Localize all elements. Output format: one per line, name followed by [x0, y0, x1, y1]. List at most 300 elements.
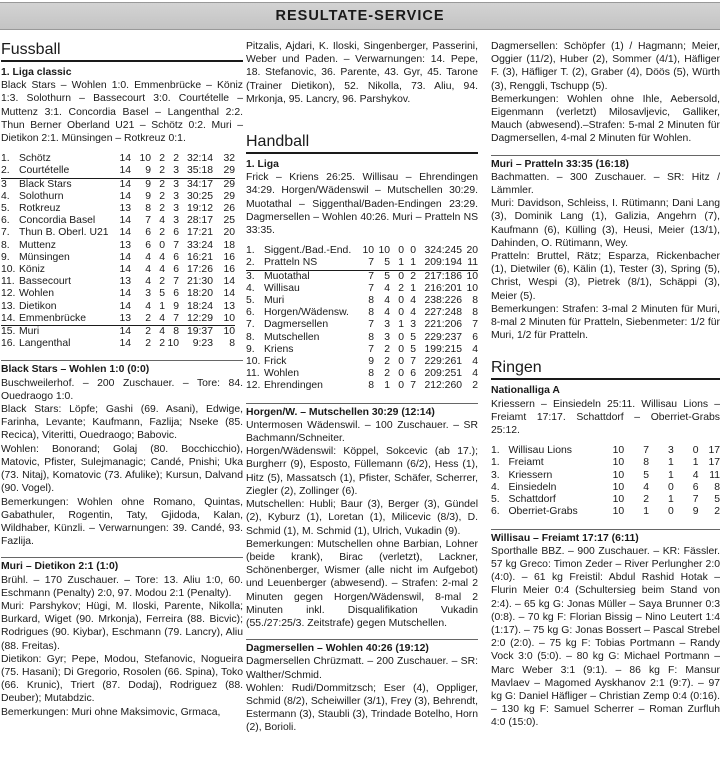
standings-cell: 10	[612, 506, 625, 518]
standings-cell: 2	[398, 282, 404, 294]
standings-cell: 4	[159, 215, 165, 227]
standings-row	[491, 494, 720, 506]
standings-cell: 5	[714, 494, 720, 506]
team-name: Solothurn	[19, 190, 64, 202]
standings-cell: 33:24	[186, 239, 213, 251]
standings-cell: 10	[612, 469, 625, 481]
report-paragraph: Dietikon: Gyr; Pepe, Modou, Stefanovic, Nogueira (75. Hasani); Di Gregorio, Rosolen (66. Spina), Toko (66. Krunic), Triert (87. Dodaj), Rodriguez (88. Deuber); Mutabdzic.	[1, 653, 243, 705]
match-report	[491, 545, 720, 730]
standings-row	[246, 319, 478, 331]
standings-cell: 8.	[1, 239, 10, 251]
standings-cell: 10	[612, 457, 625, 469]
standings-cell: 5	[410, 343, 416, 355]
standings-cell: 4.	[246, 282, 255, 294]
standings-cell: 4	[145, 276, 151, 288]
report-paragraph: Muri: Davidson, Schleiss, I. Rütimann; Dani Lang (3), Dominik Lang (1), Galizia, Angehrn (7), Kaufmann (6), Külling (3), Heusi, Meier (13/1), Dahinden, O. Rütimann, Wey.	[491, 198, 720, 249]
standings-cell: 8	[472, 307, 478, 319]
standings-cell: 209:251	[424, 368, 462, 380]
report-paragraph: Pitzalis, Ajdari, K. Iloski, Singenberger, Passerini, Weber und Paden. – Verwarnungen: 14. Pepe, 18. Stefanovic, 36. Parente, 43. Gyr, 45. Tarone (Trainer Dietikon), 52. Nikolla, 73. Aliu, 94. Mrkonja, 95. Lancry, 96. Parshykov.	[246, 41, 478, 105]
standings-row	[1, 153, 235, 165]
column-1	[1, 40, 243, 719]
standings-cell: 28:17	[186, 215, 213, 227]
standings-row	[246, 356, 478, 368]
results-text: Black Stars – Wohlen 1:0. Emmenbrücke – Köniz 1:3. Solothurn – Bassecourt 3:0. Courtételle – Muttenz 3:1. Concordia Basel – Langenthal 2:2. Thun Berner Oberland U21 – Schötz 0:2. Muri – Dietikon 2:1. Münsingen – Rotkreuz 0:1.	[1, 80, 243, 145]
standings-cell: 1	[390, 257, 404, 270]
report-paragraph: Bemerkungen: Wohlen ohne Ihle, Aebersold, Eigenmann (verletzt) Milosavljevic, Galliker, Mauch (abwesend).–Strafen: 5-mal 2 Minuten für Dagmersellen, 4-mal 2 Minuten für Wohlen.	[491, 93, 720, 145]
standings-cell: 7	[173, 276, 179, 288]
report-paragraph: Dagmersellen: Schöpfer (1) / Hagmann; Meier, Oggier (11/2), Huber (2), Sommer (4/1), Häfliger F. (3), Häfliger T. (2), Graber (4), Döös (5), Würth (3), Renggli, Tschupp (5).	[491, 41, 720, 92]
section-title-ringen: Ringen	[491, 358, 720, 380]
standings-cell: 29	[223, 190, 235, 202]
team-name: Wohlen	[264, 368, 300, 380]
standings-cell: 4	[159, 264, 165, 276]
report-paragraph: Pratteln: Bruttel, Rätz; Esparza, Rickenbacher (1), Dietwiler (6), Kälin (1), Tester (3), Spring (5), Christ, Wespi (3), Pietrek (8/1), Schäppi (3), Meier (5).	[491, 251, 720, 302]
standings-cell: 2	[410, 270, 416, 282]
standings-cell: 14	[119, 300, 131, 312]
team-name: Münsingen	[19, 251, 70, 263]
match-title: Muri – Pratteln 33:35 (16:18)	[491, 155, 720, 171]
standings-cell: 4	[472, 368, 478, 380]
standings-cell: 6	[692, 481, 699, 493]
standings-cell: 26	[223, 203, 235, 215]
standings-cell: 3	[410, 319, 416, 331]
report-paragraph: Bachmatten. – 300 Zuschauer. – SR: Hitz / Lämmler.	[491, 171, 720, 197]
standings-cell: 8	[368, 307, 374, 319]
standings-cell: 0	[398, 245, 404, 257]
standings-row	[1, 288, 235, 300]
standings-cell: 1	[159, 300, 165, 312]
standings-cell: 8	[229, 338, 235, 350]
report-paragraph: Sporthalle BBZ. – 900 Zuschauer. – KR: Fässler. 57 kg Greco: Timon Zeder – River Perlungher 2:0 (4:0). – 61 kg Freistil: Abdul Rashid Hotak – Flurin Meier 0:4 (Schultersieg beim Stand von 2:4). – 65 kg G: Jonas Müller – Saya Brunner 0:3 (0:8). – 70 kg F: Florian Bissig – Nino Leutert 1:4 (1:17). – 75 kg G: Jonas Bossert – Pascal Strebel 2:0 (2:0). – 75 kg F: Tobias Portmann – Randy Vock 3:0 (5:0). – 80 kg G: Michael Portmann – Marc Weber 3:1 (9:1). – 86 kg F: Mansur Mavlaev – Magomed Ayskhanov 2:1 (9:7). – 97 kg G: Daniel Häfliger – Christian Zemp 0:4 (0:16). – 130 kg F: Samuel Scherrer – Roman Zurfluh 4:0 (15:0).	[491, 545, 720, 729]
match-report	[491, 171, 720, 343]
standings-cell: 20	[466, 245, 478, 257]
standings-cell: 7	[368, 282, 374, 294]
standings-row	[246, 307, 478, 319]
standings-cell: 35:18	[179, 165, 213, 178]
standings-row	[246, 380, 478, 392]
standings-row	[246, 245, 478, 257]
standings-cell: 2	[714, 506, 720, 518]
team-name: Kriens	[264, 343, 294, 355]
standings-cell: 2	[384, 368, 390, 380]
standings-cell: 7	[165, 313, 179, 326]
standings-cell: 10	[213, 313, 235, 326]
team-name: Freiamt	[508, 457, 544, 469]
standings-cell: 32:14	[186, 153, 213, 165]
standings-cell: 7	[643, 445, 649, 457]
standings-row	[491, 482, 720, 494]
standings-cell: 11.	[1, 276, 15, 288]
standings-cell: 1	[384, 380, 390, 392]
standings-cell: 3.	[491, 469, 500, 481]
team-name: Einsiedeln	[508, 481, 557, 493]
standings-cell: 2	[159, 227, 165, 239]
standings-cell: 2	[159, 203, 165, 215]
report-paragraph: Bemerkungen: Wohlen ohne Romano, Quintas, Gabathuler, Rogentin, Taty, Gjidoda, Kalan, Wildhaber, Künzli. – Verwarnungen: 39. Candé, 93. Fazlija.	[1, 496, 243, 548]
standings-cell: 1.	[491, 457, 500, 469]
standings-cell: 7	[145, 215, 151, 227]
standings-cell: 14	[223, 288, 235, 300]
standings-cell: 8	[145, 203, 151, 215]
standings-cell: 14	[119, 178, 131, 190]
standings-cell: 227:248	[424, 307, 462, 319]
column-2	[246, 40, 478, 735]
standings-cell: 6	[173, 251, 179, 263]
standings-cell: 7	[692, 494, 699, 506]
standings-cell: 4	[159, 326, 165, 338]
standings-row	[1, 191, 235, 203]
standings-cell: 2	[145, 338, 151, 350]
standings-row	[1, 227, 235, 239]
match-title: Willisau – Freiamt 17:17 (6:11)	[491, 529, 720, 545]
standings-cell: 14	[119, 326, 131, 338]
team-name: Emmenbrücke	[19, 313, 115, 326]
standings-cell: 0	[398, 343, 404, 355]
standings-cell: 229:237	[424, 331, 462, 343]
team-name: Schötz	[19, 153, 51, 165]
standings-cell: 2	[643, 494, 649, 506]
standings-cell: 30:25	[186, 190, 213, 202]
standings-cell: 2	[131, 313, 151, 326]
team-name: Black Stars	[19, 178, 72, 190]
standings-cell: 3	[173, 178, 179, 190]
team-name: Köniz	[19, 264, 45, 276]
standings-cell: 2	[384, 343, 390, 355]
report-paragraph: Bemerkungen: Muri ohne Maksimovic, Grmaca,	[1, 706, 221, 718]
standings-row	[491, 506, 720, 518]
standings-cell: 2	[145, 326, 151, 338]
standings-cell: 5	[159, 288, 165, 300]
team-name: Oberriet-Grabs	[508, 506, 578, 518]
standings-cell: 2	[159, 178, 165, 190]
standings-cell: 12.	[246, 380, 261, 392]
standings-cell: 4	[643, 481, 649, 493]
standings-table	[246, 245, 478, 392]
standings-cell: 20	[223, 227, 235, 239]
standings-cell: 19:12	[186, 203, 213, 215]
report-paragraph: Horgen/Wädenswil: Köppel, Sokcevic (ab 17.); Burgherr (9), Esposto, Füllemann (6/2), Hess (1), Hitz (5), Massatsch (1), Pfister, Schäfer, Scherrer, Ziegler (2), Zollinger (6).	[246, 446, 478, 497]
standings-cell: 7	[472, 319, 478, 331]
standings-cell: 1.	[246, 245, 255, 257]
standings-cell: 13	[115, 313, 131, 326]
standings-cell: 8	[472, 295, 478, 307]
standings-cell: 9.	[1, 251, 10, 263]
standings-cell: 15.	[1, 326, 16, 338]
standings-cell: 14.	[1, 313, 19, 326]
standings-cell: 7.	[1, 227, 10, 239]
standings-cell: 4	[384, 295, 390, 307]
standings-cell: 16:21	[186, 251, 213, 263]
standings-cell: 5.	[1, 203, 10, 215]
standings-cell: 6	[472, 331, 478, 343]
standings-cell: 4	[145, 300, 151, 312]
standings-cell: 5	[374, 257, 390, 270]
standings-row	[1, 203, 235, 215]
standings-cell: 0	[398, 295, 404, 307]
standings-cell: 2	[151, 165, 165, 178]
standings-cell: 1	[404, 257, 416, 270]
standings-row	[1, 215, 235, 227]
team-name: Muotathal	[264, 270, 310, 282]
standings-row	[246, 368, 478, 380]
standings-cell: 209:194	[416, 257, 462, 270]
standings-cell: 7	[410, 356, 416, 368]
standings-cell: 2	[384, 356, 390, 368]
standings-cell: 4	[692, 469, 699, 481]
standings-cell: 1.	[1, 153, 10, 165]
section-title-handball: Handball	[246, 132, 478, 154]
standings-cell: 5.	[491, 494, 500, 506]
standings-row	[246, 295, 478, 307]
standings-row	[246, 344, 478, 356]
standings-cell: 16	[223, 251, 235, 263]
standings-row	[1, 264, 235, 276]
standings-cell: 17:21	[186, 227, 213, 239]
standings-cell: 4	[472, 343, 478, 355]
standings-cell: 3	[173, 215, 179, 227]
standings-row	[246, 283, 478, 295]
standings-cell: 9	[368, 356, 374, 368]
standings-cell: 8	[368, 380, 374, 392]
standings-cell: 6.	[246, 307, 255, 319]
league-title: 1. Liga	[246, 159, 279, 171]
standings-cell: 7	[368, 270, 374, 282]
standings-cell: 0	[159, 239, 165, 251]
standings-cell: 18:24	[186, 300, 213, 312]
standings-cell: 1	[643, 506, 649, 518]
standings-cell: 18	[223, 239, 235, 251]
standings-cell: 1	[398, 319, 404, 331]
report-paragraph: Brühl. – 170 Zuschauer. – Tore: 13. Aliu 1:0, 60. Eschmann (Penalty) 2:0, 97. Modou 2:1 (Penalty).	[1, 574, 243, 599]
standings-cell: 14	[119, 251, 131, 263]
standings-cell: 2.	[1, 165, 19, 178]
standings-cell: 229:261	[424, 356, 462, 368]
standings-row	[1, 240, 235, 252]
team-name: Rotkreuz	[19, 203, 61, 215]
standings-row	[491, 445, 720, 457]
team-name: Concordia Basel	[19, 215, 96, 227]
standings-cell: 14	[115, 165, 131, 178]
standings-cell: 7	[173, 239, 179, 251]
standings-cell: 0	[398, 356, 404, 368]
standings-cell: 12:29	[179, 313, 213, 326]
team-name: Pratteln NS	[264, 257, 358, 270]
standings-cell: 9	[173, 300, 179, 312]
match-report	[1, 574, 243, 719]
standings-cell: 324:245	[424, 245, 462, 257]
standings-cell: 10	[612, 445, 625, 457]
standings-cell: 6	[145, 227, 151, 239]
standings-cell: 2	[159, 153, 165, 165]
standings-cell: 3.	[246, 270, 255, 282]
standings-cell: 4	[159, 251, 165, 263]
standings-cell: 4	[410, 295, 416, 307]
match-title: Muri – Dietikon 2:1 (1:0)	[1, 557, 243, 573]
standings-cell: 6	[173, 288, 179, 300]
standings-cell: 3	[667, 445, 674, 457]
team-name: Langenthal	[19, 338, 71, 350]
standings-cell: 1	[667, 457, 674, 469]
standings-cell: 0	[398, 331, 404, 343]
standings-cell: 6	[173, 227, 179, 239]
standings-cell: 14	[119, 215, 131, 227]
team-name: Bassecourt	[19, 276, 71, 288]
report-paragraph: Wohlen: Bonorand; Golaj (80. Bocchicchio), Matovic, Pfister, Sulejmanagic; Candé, Pnishi; Uka (73. Nitaj), Komatovic (73. Afulike); Kursun, Dalvand (90. Vogel).	[1, 443, 243, 495]
standings-cell: 8	[368, 368, 374, 380]
standings-row	[1, 252, 235, 264]
report-paragraph: Untermosen Wädenswil. – 100 Zuschauer. – SR Bachmann/Schneiter.	[246, 419, 478, 445]
standings-cell: 8	[643, 457, 649, 469]
standings-cell: 7	[368, 319, 374, 331]
standings-cell: 13	[119, 239, 131, 251]
standings-cell: 4	[410, 307, 416, 319]
standings-cell: 16.	[1, 338, 16, 350]
standings-cell: 8	[173, 326, 179, 338]
standings-cell: 34:17	[186, 178, 213, 190]
standings-cell: 21:30	[186, 276, 213, 288]
standings-cell: 1	[667, 469, 674, 481]
standings-cell: 1	[667, 494, 674, 506]
match-report	[246, 419, 478, 630]
standings-cell: 0	[398, 380, 404, 392]
report-paragraph: Mutschellen: Hubli; Baur (3), Berger (3), Gündel (2), Kyburz (1), Loretan (1), Milicevic (8/3), D. Schmid (1), M. Schmid (1), Ulrich, Vukadin (9).	[246, 499, 478, 537]
standings-cell: 14	[119, 264, 131, 276]
standings-cell: 17	[708, 457, 720, 469]
standings-cell: 8	[368, 331, 374, 343]
standings-cell: 5.	[246, 295, 255, 307]
standings-cell: 14	[119, 190, 131, 202]
results-text: Kriessern – Einsiedeln 25:11. Willisau Lions – Freiamt 17:17. Schattdorf – Oberriet-Grabs 25:12.	[491, 398, 720, 437]
team-name: Courtételle	[19, 165, 115, 178]
standings-cell: 1.	[491, 445, 500, 457]
standings-cell: 7	[410, 380, 416, 392]
standings-cell: 4.	[491, 481, 500, 493]
standings-cell: 3	[145, 288, 151, 300]
standings-cell: 7	[358, 257, 374, 270]
standings-cell: 238:226	[424, 295, 462, 307]
team-name: Dietikon	[19, 300, 57, 312]
standings-row	[1, 301, 235, 313]
standings-cell: 2	[159, 338, 165, 350]
report-paragraph: Bemerkungen: Mutschellen ohne Barbian, Lohner (beide krank), Birac (verletzt), Lackner, Schönenberger, Wismer (alle nicht im Aufgebot) und Leuenberger (abwesend). – Strafen: 2-mal 2 Minuten gegen Horgen/Wädenswil, 8-mal 2 Minuten inkl. Disqualifikation Vukadin (55./27:25/3. Zeitstrafe) gegen Mutschellen.	[246, 538, 478, 629]
standings-cell: 221:206	[424, 319, 462, 331]
standings-cell: 1	[410, 282, 416, 294]
team-name: Kriessern	[508, 469, 553, 481]
standings-row	[1, 313, 235, 326]
league-title: Nationalliga A	[491, 385, 560, 397]
standings-cell: 5	[410, 331, 416, 343]
standings-row	[491, 470, 720, 482]
standings-cell: 4	[145, 264, 151, 276]
standings-cell: 0	[398, 368, 404, 380]
standings-table	[491, 445, 720, 518]
standings-cell: 9	[145, 190, 151, 202]
standings-cell: 25	[223, 215, 235, 227]
standings-cell: 14	[119, 227, 131, 239]
standings-cell: 9	[145, 178, 151, 190]
team-name: Wohlen	[19, 288, 55, 300]
standings-cell: 2	[159, 276, 165, 288]
standings-cell: 0	[410, 245, 416, 257]
standings-row	[246, 332, 478, 344]
report-paragraph: Bemerkungen: Strafen: 3-mal 2 Minuten für Muri, 8-mal 2 Minuten für Pratteln, Siebenmeter: 1/2 für Muri, 1/2 für Pratteln.	[491, 303, 720, 342]
standings-cell: 14	[119, 338, 131, 350]
standings-cell: 13	[119, 276, 131, 288]
standings-cell: 3	[1, 178, 7, 190]
match-title: Black Stars – Wohlen 1:0 (0:0)	[1, 360, 243, 376]
standings-cell: 2	[173, 153, 179, 165]
standings-cell: 14	[119, 288, 131, 300]
standings-cell: 6.	[1, 215, 10, 227]
standings-cell: 4.	[1, 190, 10, 202]
match-report	[246, 655, 478, 734]
standings-cell: 10	[167, 338, 179, 350]
standings-cell: 3	[165, 165, 179, 178]
match-title: Dagmersellen – Wohlen 40:26 (19:12)	[246, 639, 478, 655]
standings-row	[1, 178, 235, 191]
team-name: Mutschellen	[264, 331, 320, 343]
standings-cell: 13	[119, 203, 131, 215]
standings-row	[1, 338, 235, 350]
team-name: Dagmersellen	[264, 319, 329, 331]
standings-cell: 5	[643, 469, 649, 481]
standings-cell: 216:201	[424, 282, 462, 294]
standings-cell: 199:215	[424, 343, 462, 355]
standings-cell: 0	[667, 506, 674, 518]
standings-cell: 10	[139, 153, 151, 165]
results-text: Frick – Kriens 26:25. Willisau – Ehrendingen 34:29. Horgen/Wädenswil – Mutschellen 30:29. Muotathal – Siggenthal/Baden-Endingen 23:29. Dagmersellen – Wohlen 40:26. Muri – Pratteln NS 33:35.	[246, 172, 478, 237]
team-name: Willisau	[264, 282, 300, 294]
standings-cell: 11.	[246, 368, 260, 380]
report-paragraph: Muri: Parshykov; Hügi, M. Iloski, Parente, Nikolla; Burkard, Wiget (90. Mrkonja), Ferreira (88. Bicvic); Rodrigues (90. Kiybar), Eschmann (79. Lancry), Aliu (88. Freitas).	[1, 600, 243, 652]
standings-cell: 3	[173, 203, 179, 215]
standings-row	[246, 257, 478, 270]
standings-cell: 6	[145, 239, 151, 251]
standings-cell: 3	[384, 319, 390, 331]
standings-cell: 2	[159, 190, 165, 202]
standings-cell: 3	[384, 331, 390, 343]
section-title-fussball: Fussball	[1, 40, 243, 62]
standings-cell: 4	[151, 313, 165, 326]
standings-cell: 4	[145, 251, 151, 263]
standings-cell: 9:23	[192, 338, 213, 350]
standings-cell: 10	[378, 245, 390, 257]
standings-cell: 3	[173, 190, 179, 202]
standings-cell: 4	[472, 356, 478, 368]
standings-cell: 13.	[1, 300, 16, 312]
league-title: 1. Liga classic	[1, 67, 72, 78]
standings-cell: 2	[472, 380, 478, 392]
standings-cell: 4	[384, 282, 390, 294]
match-title: Horgen/W. – Mutschellen 30:29 (12:14)	[246, 403, 478, 419]
standings-cell: 14	[119, 153, 131, 165]
standings-cell: 19:37	[186, 326, 213, 338]
standings-cell: 0	[667, 481, 674, 493]
standings-cell: 6.	[491, 506, 500, 518]
report-paragraph: Wohlen: Rudi/Dommitzsch; Eser (4), Oppliger, Schmid (8/2), Scheiwiller (3/1), Frey (3), Behrendt, Estermann (3), Staubli (3), Trindade Botelho, Horn (2), Borioli.	[246, 682, 478, 734]
standings-row	[491, 457, 720, 469]
standings-cell: 6	[173, 264, 179, 276]
standings-cell: 0	[692, 445, 699, 457]
team-name: Siggent./Bad.-End.	[264, 245, 352, 257]
standings-cell: 6	[410, 368, 416, 380]
team-name: Muttenz	[19, 239, 56, 251]
standings-cell: 14	[223, 276, 235, 288]
team-name: Frick	[264, 356, 287, 368]
standings-cell: 212:260	[424, 380, 462, 392]
standings-row	[1, 165, 235, 178]
report-paragraph: Dagmersellen Chrüzmatt. – 200 Zuschauer. – SR: Walther/Schmid.	[246, 656, 478, 681]
